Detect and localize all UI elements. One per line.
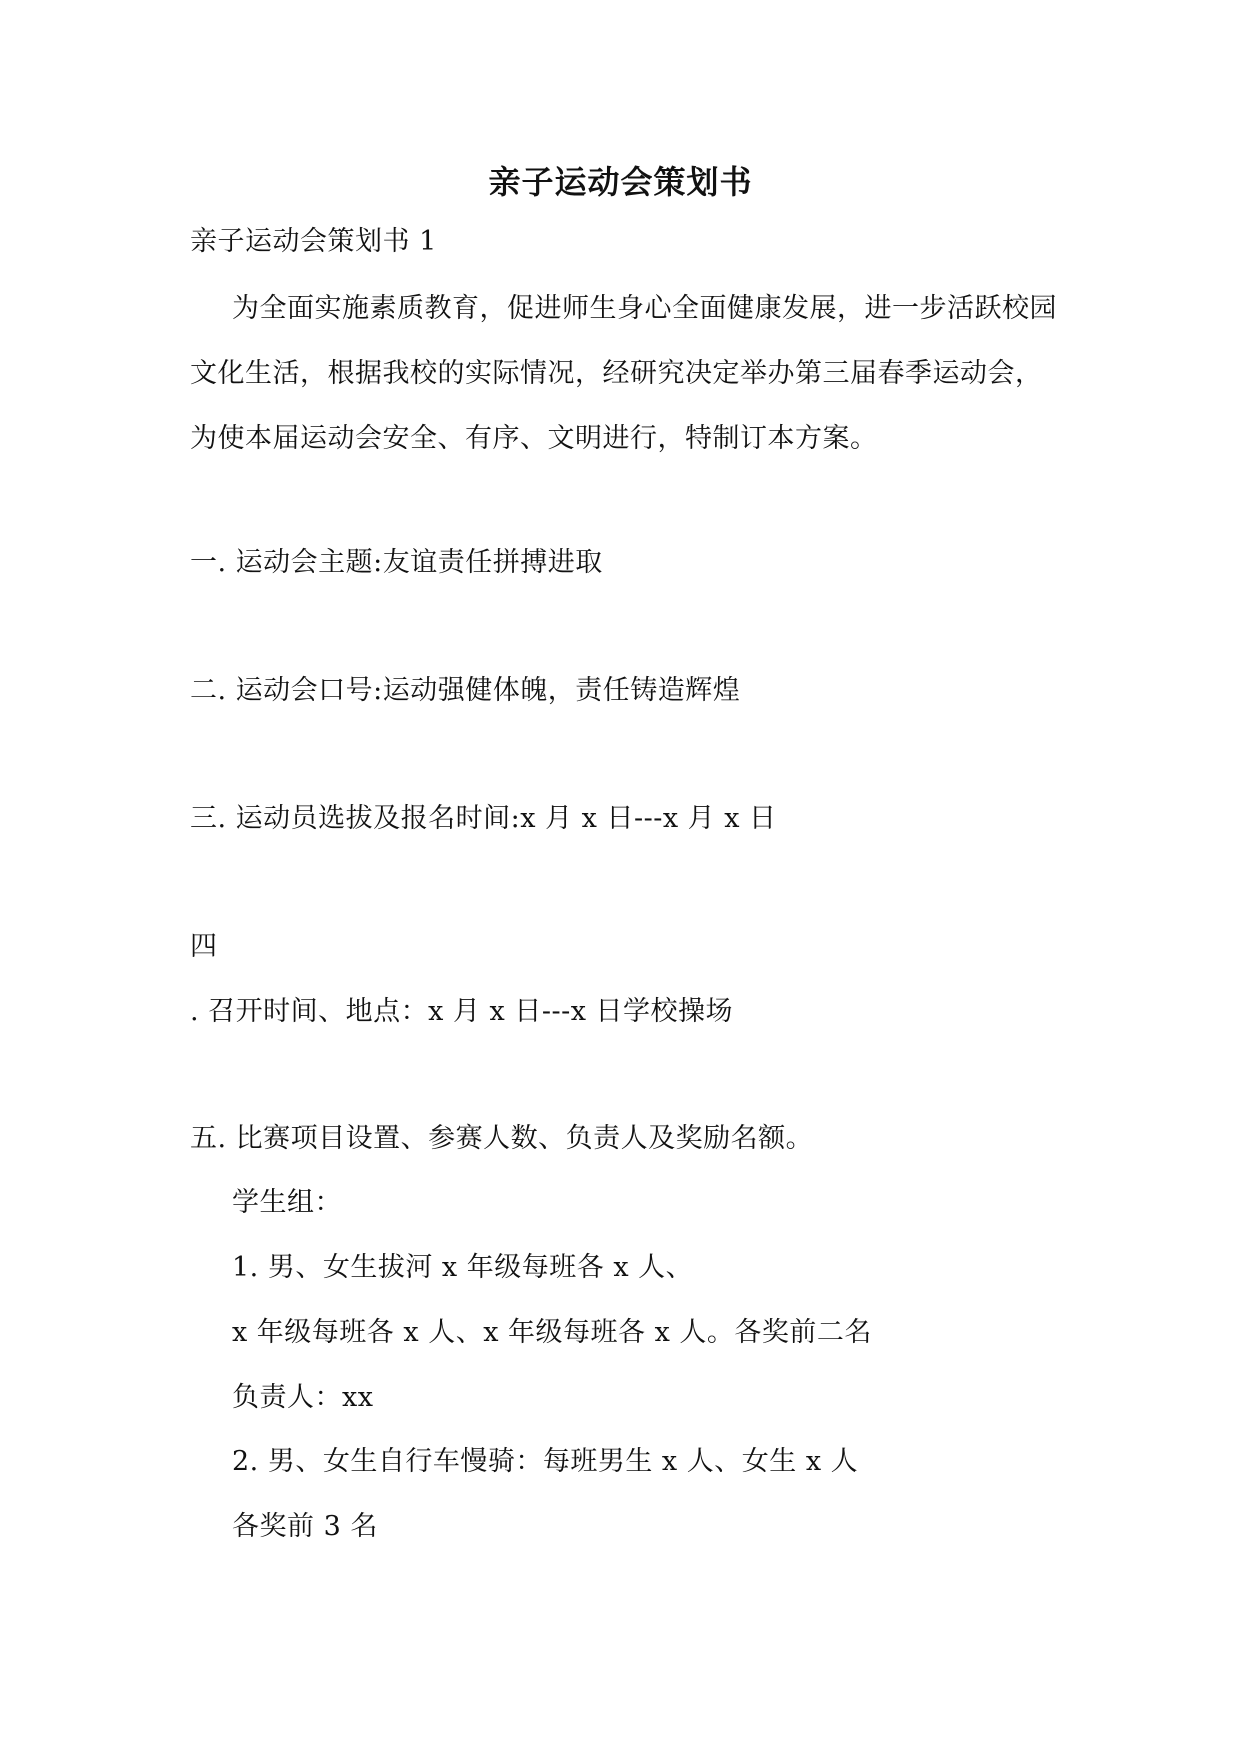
event-item-1-line-2: x 年级每班各 x 人、x 年级每班各 x 人。各奖前二名 [232, 1317, 872, 1348]
intro-paragraph [190, 276, 1060, 471]
section-registration-time: 三. 运动员选拔及报名时间:x 月 x 日---x 月 x 日 [190, 803, 777, 834]
document-subtitle: 亲子运动会策划书 1 [190, 226, 437, 257]
section-time-location: . 召开时间、地点：x 月 x 日---x 日学校操场 [190, 996, 734, 1027]
event-item-1-owner: 负责人：xx [232, 1382, 374, 1413]
section-slogan: 二. 运动会口号:运动强健体魄，责任铸造辉煌 [190, 675, 741, 706]
event-item-2-line-2: 各奖前 3 名 [232, 1511, 378, 1542]
section-events: 五. 比赛项目设置、参赛人数、负责人及奖励名额。 [190, 1123, 814, 1154]
document-title: 亲子运动会策划书 [488, 163, 753, 201]
student-group-heading: 学生组： [232, 1187, 342, 1218]
event-item-2-line-1: 2. 男、女生自行车慢骑：每班男生 x 人、女生 x 人 [232, 1446, 859, 1477]
intro-text: 为全面实施素质教育，促进师生身心全面健康发展，进一步活跃校园文化生活，根据我校的实际情况，经研究决定举办第三届春季运动会，为使本届运动会安全、有序、文明进行，特制订本方案。 [190, 293, 1057, 454]
event-item-1-line-1: 1. 男、女生拔河 x 年级每班各 x 人、 [232, 1252, 694, 1283]
section-theme: 一. 运动会主题:友谊责任拼搏进取 [190, 547, 603, 578]
section-four-number: 四 [190, 931, 218, 962]
